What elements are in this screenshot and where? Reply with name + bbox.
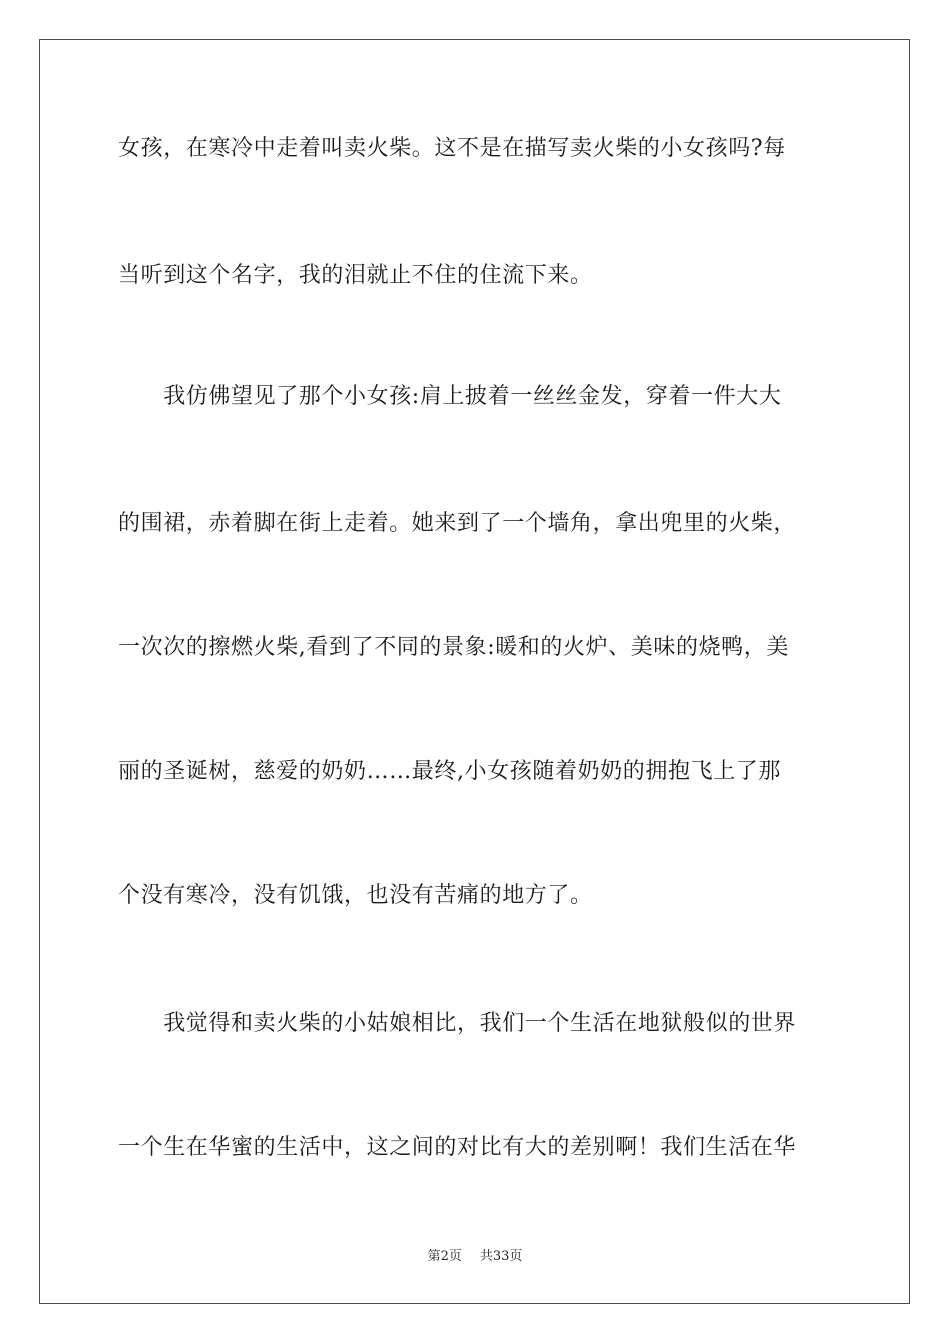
page-border xyxy=(39,39,910,1304)
page-footer xyxy=(0,1248,950,1266)
body-text-line: 女孩，在寒冷中走着叫卖火柴。这不是在描写卖火柴的小女孩吗?每 xyxy=(118,136,786,161)
body-text-line: 我觉得和卖火柴的小姑娘相比，我们一个生活在地狱般似的世界 xyxy=(118,1011,797,1036)
body-text-line: 一次次的擦燃火柴,看到了不同的景象:暖和的火炉、美味的烧鸭，美 xyxy=(118,635,790,660)
body-text-line: 丽的圣诞树，慈爱的奶奶……最终,小女孩随着奶奶的拥抱飞上了那 xyxy=(118,759,781,784)
body-text-line: 的围裙，赤着脚在街上走着。她来到了一个墙角，拿出兜里的火柴， xyxy=(118,511,797,536)
body-text-line: 我仿佛望见了那个小女孩:肩上披着一丝丝金发，穿着一件大大 xyxy=(118,384,782,409)
body-text-line: 个没有寒冷，没有饥饿，也没有苦痛的地方了。 xyxy=(118,883,593,908)
body-text-line: 一个生在华蜜的生活中，这之间的对比有大的差别啊！我们生活在华 xyxy=(118,1135,797,1160)
body-text-line: 当听到这个名字，我的泪就止不住的住流下来。 xyxy=(118,263,593,288)
page-total: 共33页 xyxy=(479,1249,523,1264)
page-number: 第2页 xyxy=(427,1249,462,1264)
